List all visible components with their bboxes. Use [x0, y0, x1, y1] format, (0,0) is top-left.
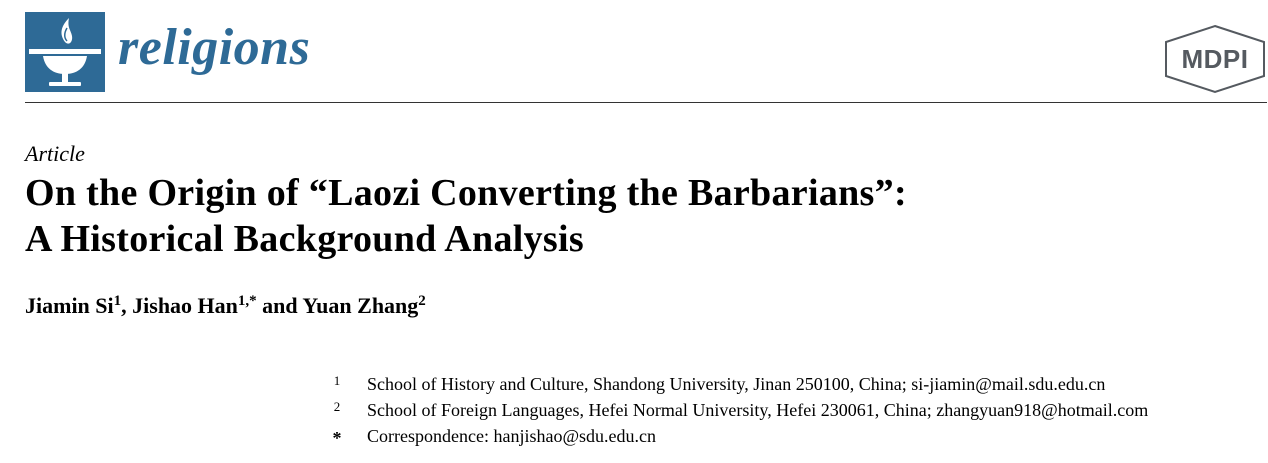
correspondence-marker: *: [332, 428, 342, 448]
title-line-2: A Historical Background Analysis: [25, 218, 584, 260]
affiliation-marker: 2: [333, 399, 341, 414]
author-affiliation-marker: 1,*: [237, 293, 257, 309]
author-affiliation-marker: 2: [418, 293, 426, 309]
publisher-name: MDPI: [1181, 44, 1249, 74]
author-list: [25, 291, 426, 321]
author-affiliation-marker: 1: [113, 293, 122, 309]
author-separator: ,: [121, 293, 133, 318]
author-name[interactable]: Yuan Zhang: [302, 293, 419, 318]
article-title: [25, 170, 1225, 262]
correspondence-text: Correspondence: hanjishao@sdu.edu.cn: [367, 426, 657, 446]
journal-name: religions: [118, 19, 311, 76]
affiliation-text: School of History and Culture, Shandong University, Jinan 250100, China; si-jiamin@mail.sdu.edu.cn: [367, 374, 1106, 394]
affiliation-marker: 1: [333, 373, 341, 388]
author-name[interactable]: Jiamin Si: [25, 293, 114, 318]
affiliation-item: [330, 397, 1148, 423]
header-divider: [25, 102, 1267, 103]
correspondence-item: [330, 423, 1148, 449]
title-line-1: On the Origin of “Laozi Converting the Barbarians”:: [25, 172, 907, 214]
affiliation-text: School of Foreign Languages, Hefei Normal University, Hefei 230061, China; zhangyuan918@hotmail.com: [367, 400, 1149, 420]
author-name[interactable]: Jishao Han: [132, 293, 238, 318]
chalice-flame-icon: [25, 12, 105, 92]
affiliation-item: [330, 371, 1148, 397]
affiliation-list: [330, 371, 1148, 449]
publisher-logo: [1163, 24, 1267, 94]
article-type: Article: [25, 141, 85, 166]
author-separator: and: [256, 293, 303, 318]
journal-logo: [25, 12, 105, 92]
